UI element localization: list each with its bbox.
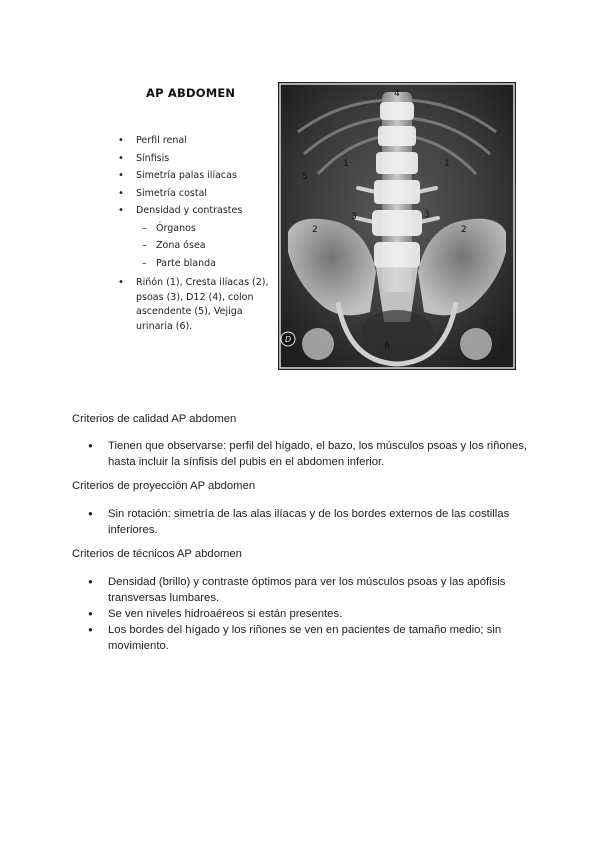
abdomen-xray-image [278,82,516,370]
xray-label: 6 [384,341,390,351]
slide-bullet: • Sínfisis [116,150,276,168]
section-heading-calidad: Criterios de calidad AP abdomen [72,413,237,425]
slide-subbullet: – Zona ósea [116,237,276,255]
xray-label: 3 [424,210,430,220]
slide-bullet: • Simetría palas ilíacas [116,167,276,185]
xray-label: 4 [394,89,400,99]
section-heading-tecnicos: Criterios de técnicos AP abdomen [72,548,242,560]
list-item: ● Tienen que observarse: perfil del hígado, el bazo, los músculos psoas y los riñones, hasta incluir la sínfisis del pubis en el abdomen inferior. [72,438,542,470]
list-item: ● Se ven niveles hidroaéreos si están presentes. [72,606,542,622]
slide-bullet-list [116,132,276,334]
list-item: ● Sin rotación: simetría de las alas ilíacas y de los bordes externos de las costillas inferiores. [72,506,542,538]
section-list-proyeccion [72,506,542,538]
section-heading-proyeccion: Criterios de proyección AP abdomen [72,480,256,492]
slide-subbullet: – Órganos [116,220,276,238]
list-item: ● Los bordes del hígado y los riñones se ven en pacientes de tamaño medio; sin movimiento. [72,622,542,654]
svg-text:D: D [285,335,292,344]
xray-label: 1 [343,159,349,169]
list-item: ● Densidad (brillo) y contraste óptimos para ver los músculos psoas y las apófisis transversas lumbares. [72,574,542,606]
slide-bullet: • Perfil renal [116,132,276,150]
slide-title: AP ABDOMEN [146,86,236,100]
slide-bullet-legend: • Riñón (1), Cresta ilíacas (2), psoas (3), D12 (4), colon ascendente (5), Vejiga urinaria (6). [116,276,276,334]
section-list-calidad [72,438,542,470]
xray-label: 3 [351,212,357,222]
xray-label: 2 [461,225,467,235]
slide-bullet: • Densidad y contrastes [116,202,276,220]
slide-subbullet: – Parte blanda [116,255,276,273]
xray-label: 1 [444,159,450,169]
xray-label: 5 [302,172,308,182]
xray-label: 2 [312,225,318,235]
section-list-tecnicos [72,574,542,654]
slide-bullet: • Simetría costal [116,185,276,203]
